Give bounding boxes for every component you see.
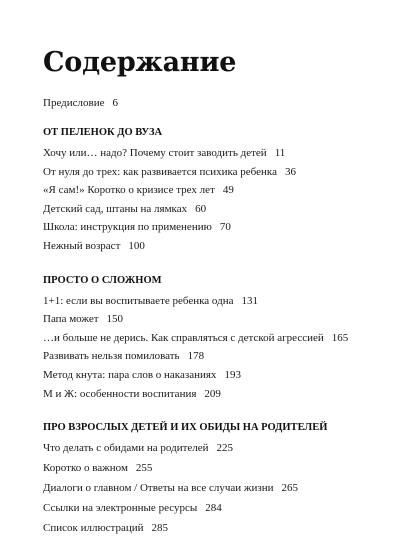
- section-heading: ПРОСТО О СЛОЖНОМ: [43, 274, 162, 286]
- toc-entry[interactable]: [43, 146, 373, 165]
- toc-entry[interactable]: [43, 387, 373, 406]
- toc-entry-page: 11: [274, 147, 286, 159]
- table-of-contents: [43, 94, 373, 541]
- toc-entry[interactable]: [43, 331, 373, 350]
- toc-entry-label: 1+1: если вы воспитываете ребенка одна: [43, 294, 234, 307]
- toc-entry-page: 265: [281, 482, 299, 495]
- toc-entry-page: 225: [216, 442, 234, 455]
- toc-entry-page: 150: [106, 313, 124, 326]
- page-title: Содержание: [43, 47, 237, 78]
- toc-entry[interactable]: [43, 239, 373, 258]
- section-entries: [43, 441, 373, 541]
- toc-entry-label: Метод кнута: пара слов о наказаниях: [43, 368, 217, 381]
- toc-entry-label: Что делать с обидами на родителей: [43, 442, 209, 455]
- toc-entry-page: 285: [151, 522, 169, 535]
- toc-entry-page: 36: [284, 165, 296, 178]
- toc-entry-page: 60: [195, 202, 207, 215]
- toc-entry[interactable]: [43, 501, 373, 521]
- toc-entry-label: Папа может: [43, 313, 99, 326]
- toc-entry-page: 6: [112, 97, 118, 109]
- toc-entry[interactable]: [43, 183, 373, 202]
- toc-entry-page: 131: [241, 294, 258, 307]
- toc-entry[interactable]: [43, 294, 373, 313]
- section-entries: [43, 146, 373, 258]
- toc-entry[interactable]: [43, 349, 373, 368]
- toc-entry-label: …и больше не дерись. Как справляться с детской агрессией: [43, 331, 324, 344]
- toc-entry-label: М и Ж: особенности воспитания: [43, 387, 197, 400]
- toc-entry[interactable]: [43, 481, 373, 501]
- toc-entry[interactable]: [43, 165, 373, 184]
- toc-entry-label: Диалоги о главном / Ответы на все случаи жизни: [43, 482, 274, 495]
- toc-entry-label: Коротко о важном: [43, 462, 128, 475]
- toc-entry-page: 209: [204, 387, 221, 400]
- toc-entry-label: «Я сам!» Коротко о кризисе трех лет: [43, 184, 215, 197]
- section-entries: [43, 294, 373, 406]
- toc-entry-label: Нежный возраст: [43, 239, 121, 252]
- toc-entry-label: Предисловие: [43, 97, 105, 109]
- toc-entry-page: 284: [205, 502, 222, 515]
- toc-entry[interactable]: [43, 441, 373, 461]
- toc-entry[interactable]: [43, 312, 373, 331]
- toc-entry-preface[interactable]: [43, 96, 373, 110]
- section-heading: ОТ ПЕЛЕНОК ДО ВУЗА: [43, 127, 163, 138]
- toc-entry-page: 255: [135, 462, 153, 475]
- section-heading: ПРО ВЗРОСЛЫХ ДЕТЕЙ И ИХ ОБИДЫ НА РОДИТЕЛЕЙ: [43, 422, 328, 434]
- toc-entry-label: Ссылки на электронные ресурсы: [43, 502, 198, 515]
- toc-entry-page: 70: [219, 221, 231, 234]
- toc-entry-label: От нуля до трех: как развивается психика ребенка: [43, 165, 277, 178]
- toc-entry-label: Школа: инструкция по применению: [43, 221, 212, 234]
- toc-entry[interactable]: [43, 461, 373, 481]
- toc-entry[interactable]: [43, 368, 373, 387]
- toc-entry-label: Детский сад, штаны на лямках: [43, 202, 188, 215]
- toc-entry-page: 193: [224, 368, 241, 381]
- toc-entry[interactable]: [43, 202, 373, 221]
- toc-entry-label: Развивать нельзя помиловать: [43, 350, 180, 363]
- toc-entry-label: Список иллюстраций: [43, 522, 144, 535]
- toc-entry-page: 165: [331, 331, 349, 344]
- toc-entry-label: Хочу или… надо? Почему стоит заводить детей: [43, 147, 267, 159]
- toc-entry-page: 178: [187, 350, 205, 363]
- toc-entry-page: 100: [128, 239, 145, 252]
- toc-entry[interactable]: [43, 521, 373, 541]
- toc-entry-page: 49: [222, 184, 234, 197]
- toc-entry[interactable]: [43, 220, 373, 239]
